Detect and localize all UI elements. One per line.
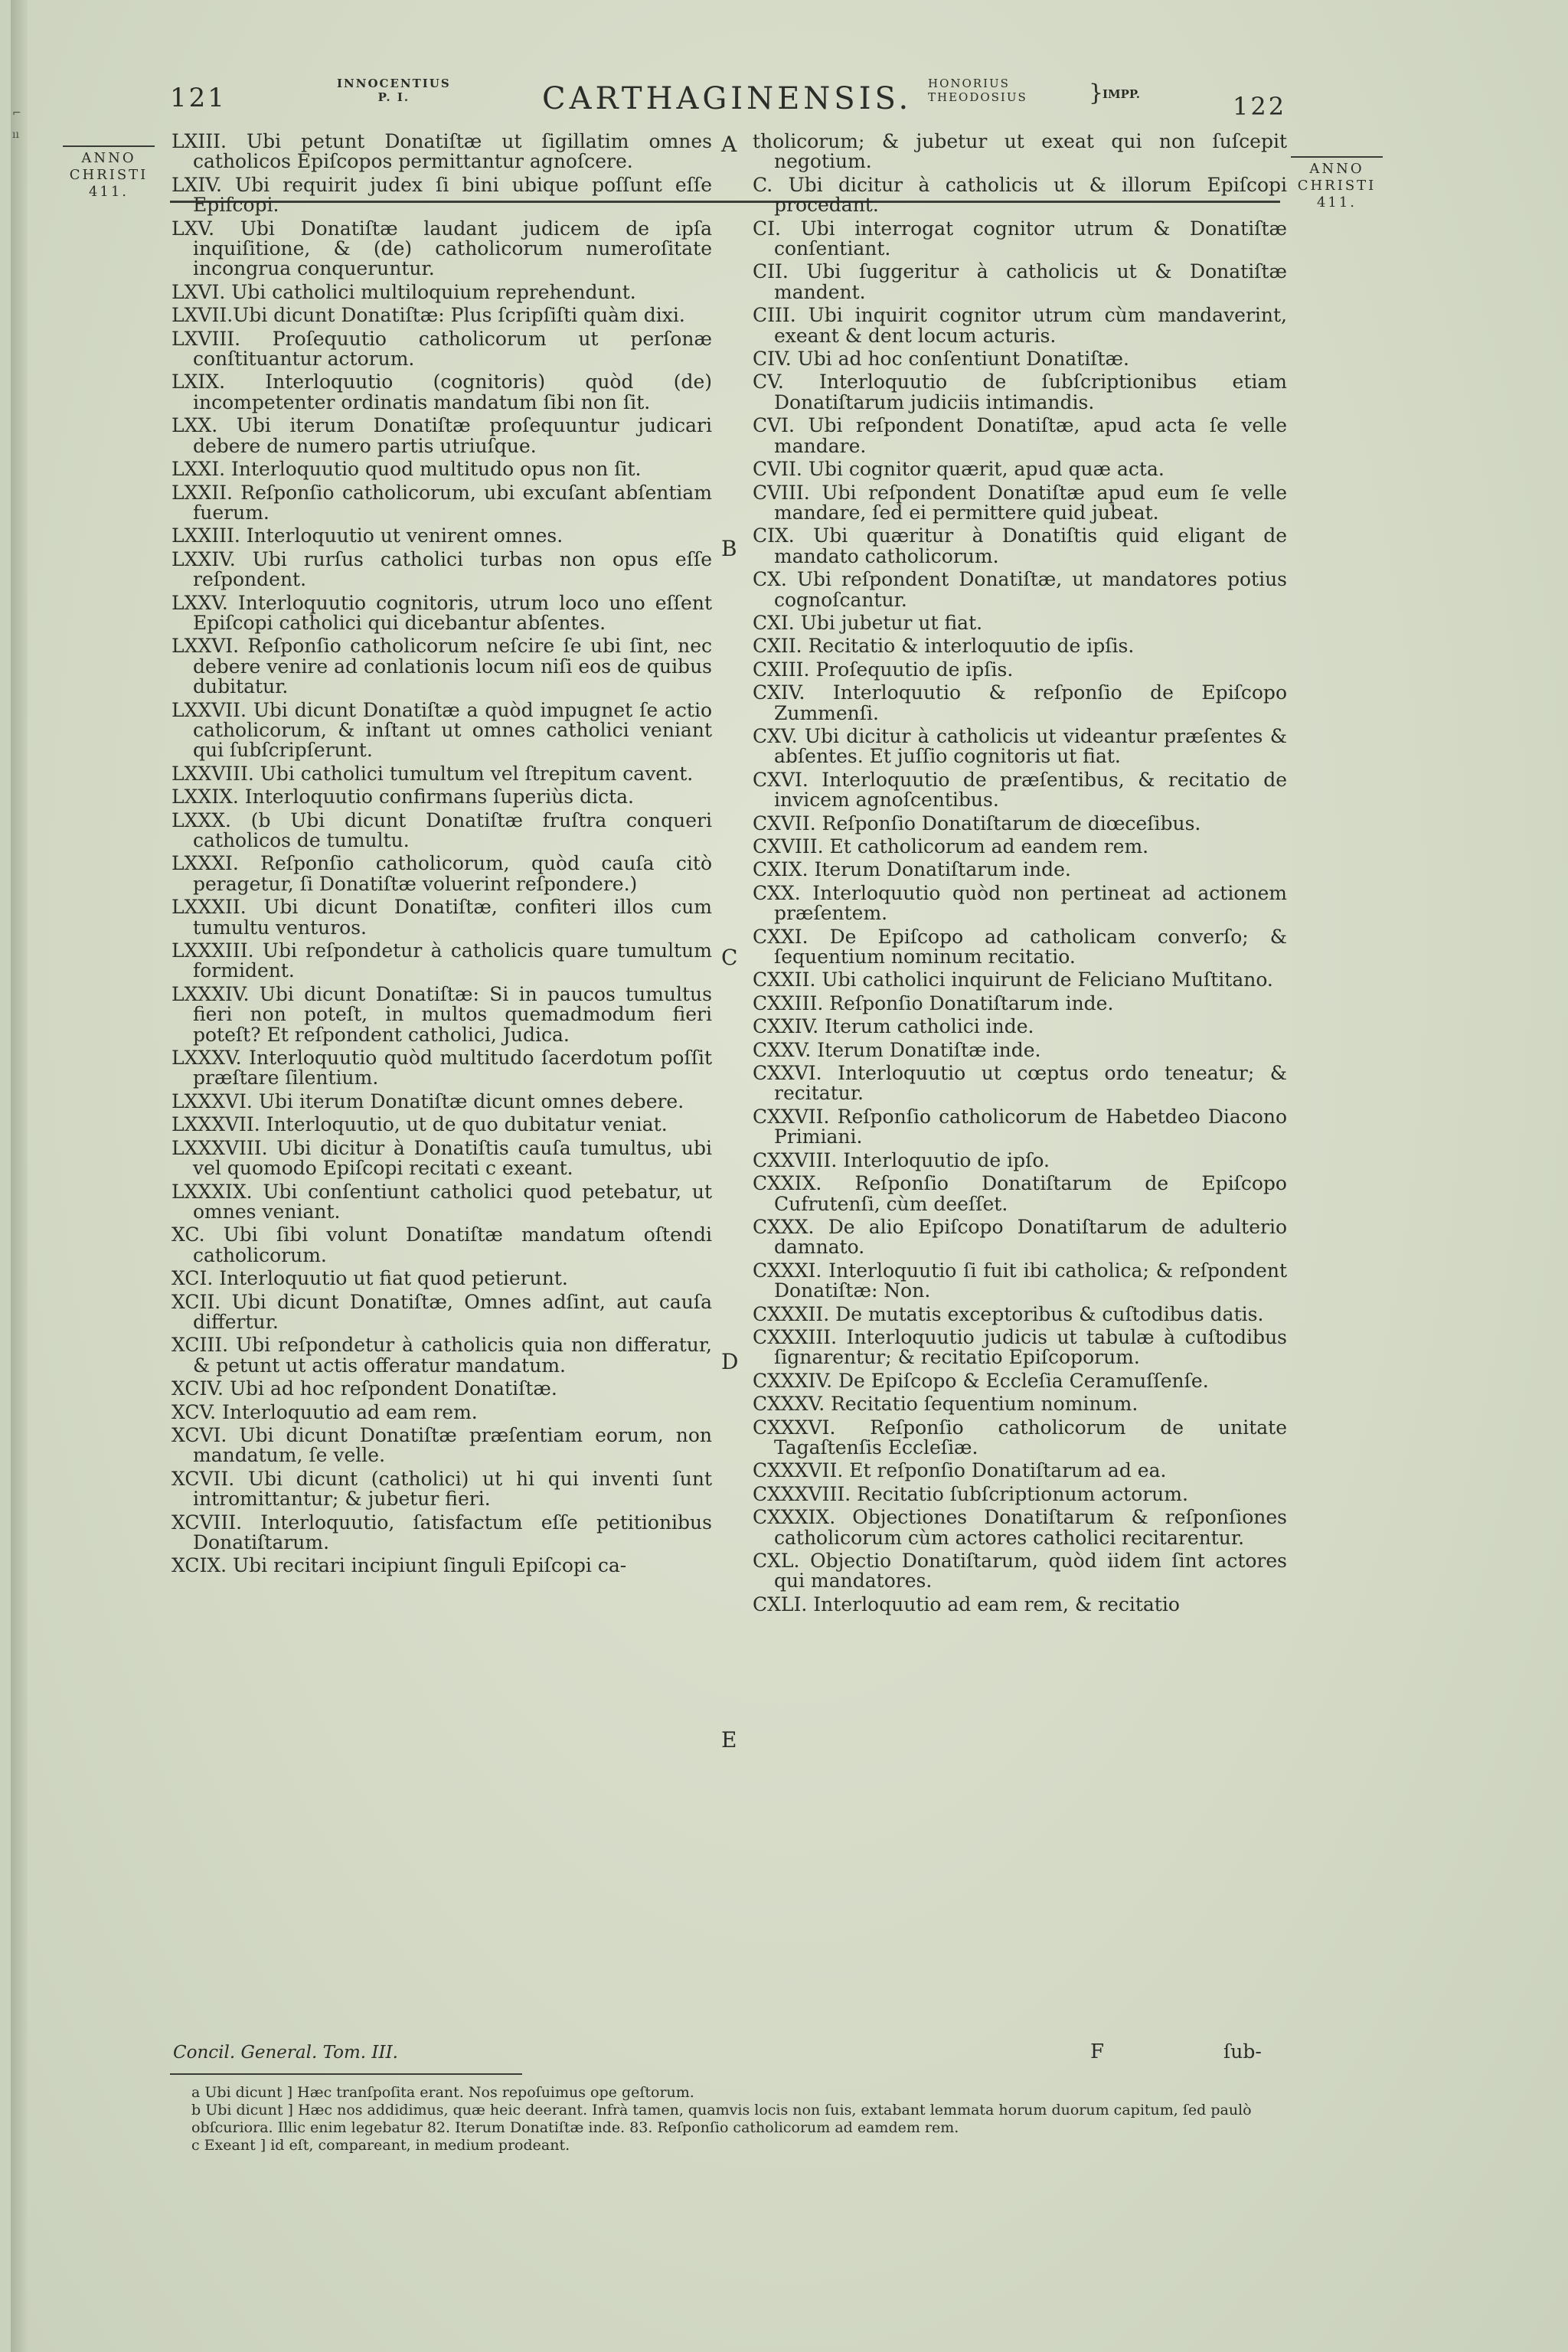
chapter-entry: CIV. Ubi ad hoc conſentiunt Donatiſtæ.	[753, 348, 1129, 371]
chapter-entry: LXXXI. Reſponſio catholicorum, quòd cauſa citò peragetur, ſi Donatiſtæ voluerint reſpondere.)	[172, 852, 712, 895]
chapter-entry: LXXXVII. Interloquutio, ut de quo dubitatur veniat.	[172, 1113, 668, 1136]
footnotes	[191, 2084, 1279, 2154]
chapter-entry: CXXXIV. De Epiſcopo & Eccleſia Ceramuſſenſe.	[753, 1369, 1209, 1392]
chapter-entry: CXIV. Interloquutio & reſponſio de Epiſcopo Zummenſi.	[753, 681, 1287, 724]
chapter-entry: CXIII. Proſequutio de ipſis.	[753, 658, 1014, 681]
chapter-entry: CXXXV. Recitatio ſequentium nominum.	[753, 1393, 1138, 1416]
chapter-entry: LXXXII. Ubi dicunt Donatiſtæ, confiteri illos cum tumultu venturos.	[172, 896, 712, 939]
emperor-1: HONORIUS	[928, 77, 1010, 90]
chapter-entry: XCIV. Ubi ad hoc reſpondent Donatiſtæ.	[172, 1377, 557, 1400]
chapter-entry: LXIII. Ubi petunt Donatiſtæ ut ſigillatim omnes catholicos Epiſcopos permittantur agnoſcere.	[172, 130, 712, 173]
chapter-entry: C. Ubi dicitur à catholicis ut & illorum Epiſcopi procedant.	[753, 173, 1287, 217]
pope-number: P. I.	[377, 90, 410, 104]
chapter-entry: LXXVII. Ubi dicunt Donatiſtæ a quòd impugnet ſe actio catholicorum, & inſtant ut omnes catholici veniant qui ſubſcripſerunt.	[172, 698, 712, 762]
chapter-entry: XCVI. Ubi dicunt Donatiſtæ præſentiam eorum, non mandatum, ſe velle.	[172, 1423, 712, 1467]
chapter-entry: CIX. Ubi quæritur à Donatiſtis quid eligant de mandato catholicorum.	[753, 524, 1287, 567]
margin-letter: A	[721, 132, 737, 157]
margin-letter: E	[721, 1727, 737, 1753]
chapter-entry: CX. Ubi reſpondent Donatiſtæ, ut mandatores potius cognoſcantur.	[753, 568, 1287, 611]
emperor-2: THEODOSIUS	[928, 90, 1027, 104]
chapter-entry: CXV. Ubi dicitur à catholicis ut videantur præſentes & abſentes. Et juſſio cognitoris ut fiat.	[753, 724, 1287, 768]
chapter-entry: XCV. Interloquutio ad eam rem.	[172, 1400, 478, 1423]
chapter-entry: XCI. Interloquutio ut fiat quod petierunt.	[172, 1267, 568, 1290]
chapter-entry: CXXIV. Iterum catholici inde.	[753, 1015, 1034, 1038]
chapter-entry: CXXIII. Reſponſio Donatiſtarum inde.	[753, 991, 1114, 1014]
chapter-entry: LXXXIV. Ubi dicunt Donatiſtæ: Si in paucos tumultus fieri non poteſt, in multos quemadmodum fieri poteſt? Et reſpondent catholici, Judica.	[172, 982, 712, 1046]
anno-christi-left	[63, 145, 155, 201]
page-number-left: 121	[170, 83, 227, 113]
left-column	[172, 132, 712, 1579]
chapter-entry: CI. Ubi interrogat cognitor utrum & Donatiſtæ conſentiant.	[753, 217, 1287, 260]
chapter-entry: LXXIII. Interloquutio ut venirent omnes.	[172, 524, 564, 547]
anno-word: ANNO	[1309, 161, 1364, 177]
page-number-right: 122	[1233, 92, 1287, 121]
chapter-entry: XCIII. Ubi reſpondetur à catholicis quia non differatur, & petunt ut actis offeratur mandatum.	[172, 1334, 712, 1377]
chapter-entry: LXXIV. Ubi rurſus catholici turbas non opus eſſe reſpondent.	[172, 547, 712, 591]
chapter-entry: CV. Interloquutio de ſubſcriptionibus etiam Donatiſtarum judiciis intimandis.	[753, 371, 1287, 413]
chapter-entry: CXXV. Iterum Donatiſtæ inde.	[753, 1038, 1041, 1061]
chapter-entry: XC. Ubi ſibi volunt Donatiſtæ mandatum oſtendi catholicorum.	[172, 1223, 712, 1266]
page-title: CARTHAGINENSIS.	[542, 81, 913, 116]
chapter-entry: LXXX. (b Ubi dicunt Donatiſtæ fruſtra conqueri catholicos de tumultu.	[172, 808, 712, 851]
footnote: a Ubi dicunt ] Hæc tranſpoſita erant. Nos repoſuimus ope geſtorum.	[191, 2084, 694, 2101]
chapter-entry: LXXI. Interloquutio quod multitudo opus non ſit.	[172, 458, 642, 481]
chapter-entry: LXX. Ubi iterum Donatiſtæ proſequuntur judicari debere de numero partis utriuſque.	[172, 414, 712, 457]
chapter-entry: CXXXIII. Interloquutio judicis ut tabulæ à cuſtodibus ſignarentur; & recitatio Epiſcoporum.	[753, 1325, 1287, 1369]
chapter-entry: CXII. Recitatio & interloquutio de ipſis.	[753, 635, 1135, 658]
chapter-entry: tholicorum; & jubetur ut exeat qui non ſuſcepit negotium.	[753, 130, 1287, 173]
brace-icon: }	[1089, 80, 1104, 106]
christi-word: CHRISTI	[1297, 178, 1377, 194]
chapter-entry: CXXXII. De mutatis exceptoribus & cuſtodibus datis.	[753, 1302, 1264, 1325]
signature-letter: F	[1090, 2040, 1105, 2063]
chapter-entry: CXVIII. Et catholicorum ad eandem rem.	[753, 835, 1149, 858]
chapter-entry: CXL. Objectio Donatiſtarum, quòd iidem ſint actores qui mandatores.	[753, 1550, 1287, 1592]
chapter-entry: CXVII. Reſponſio Donatiſtarum de diœceſibus.	[753, 812, 1201, 835]
chapter-entry: CXXX. De alio Epiſcopo Donatiſtarum de adulterio damnato.	[753, 1215, 1287, 1259]
chapter-entry: LXIX. Interloquutio (cognitoris) quòd (de) incompetenter ordinatis mandatum ſibi non ſit.	[172, 371, 712, 413]
chapter-entry: CII. Ubi ſuggeritur à catholicis ut & Donatiſtæ mandent.	[753, 260, 1287, 303]
margin-letter: B	[721, 536, 737, 561]
chapter-entry: CXI. Ubi jubetur ut fiat.	[753, 611, 983, 634]
chapter-entry: CXIX. Iterum Donatiſtarum inde.	[753, 858, 1071, 881]
chapter-entry: CXXXI. Interloquutio ſi fuit ibi catholica; & reſpondent Donatiſtæ: Non.	[753, 1259, 1287, 1302]
chapter-entry: CXXI. De Epiſcopo ad catholicam converſo; & ſequentium nominum recitatio.	[753, 925, 1287, 969]
margin-letter: D	[721, 1349, 739, 1374]
chapter-entry: LXXXVI. Ubi iterum Donatiſtæ dicunt omnes debere.	[172, 1089, 684, 1112]
year: 411.	[1316, 194, 1357, 211]
chapter-entry: CXXXVII. Et reſponſio Donatiſtarum ad ea.	[753, 1459, 1167, 1482]
footnote: c Exeant ] id eſt, compareant, in medium prodeant.	[191, 2137, 570, 2154]
footnote: b Ubi dicunt ] Hæc nos addidimus, quæ heic deerant. Infrà tamen, quamvis locis non ſuis, extabant lemmata horum duorum capitum, ſed paulò obſcuriora. Illic enim legebatur 82. Iterum Donatiſtæ inde. 83. Reſponſio catholicorum ad eamdem rem.	[191, 2102, 1252, 2136]
chapter-entry: LXXXIX. Ubi conſentiunt catholici quod petebatur, ut omnes veniant.	[172, 1180, 712, 1223]
running-header	[0, 77, 1568, 130]
chapter-entry: LXXIX. Interloquutio confirmans ſuperiùs dicta.	[172, 786, 634, 808]
chapter-entry: CXVI. Interloquutio de præſentibus, & recitatio de invicem agnoſcentibus.	[753, 768, 1287, 812]
chapter-entry: XCIX. Ubi recitari incipiunt ſinguli Epiſcopi ca-	[172, 1554, 627, 1577]
chapter-entry: LXVIII. Proſequutio catholicorum ut perſonæ conſtituantur actorum.	[172, 327, 712, 371]
chapter-entry: CXXVII. Reſponſio catholicorum de Habetdeo Diacono Primiani.	[753, 1105, 1287, 1148]
chapter-entry: CXXXVI. Reſponſio catholicorum de unitate Tagaſtenſis Eccleſiæ.	[753, 1416, 1287, 1459]
emperors-label	[928, 77, 1027, 104]
gutter-mark: ⌐	[12, 107, 21, 119]
chapter-entry: LXV. Ubi Donatiſtæ laudant judicem de ipſa inquiſitione, & (de) catholicorum numeroſitate incongrua conqueruntur.	[172, 217, 712, 280]
margin-letter: C	[721, 945, 738, 970]
year: 411.	[88, 184, 129, 200]
anno-christi-right	[1291, 156, 1383, 211]
right-column	[753, 132, 1287, 1618]
chapter-entry: LXIV. Ubi requirit judex ſi bini ubique poſſunt eſſe Epiſcopi.	[172, 173, 712, 217]
chapter-entry: CIII. Ubi inquirit cognitor utrum cùm mandaverint, exeant & dent locum acturis.	[753, 304, 1287, 347]
chapter-entry: CXXIX. Reſponſio Donatiſtarum de Epiſcopo Cufrutenſi, cùm deeſſet.	[753, 1172, 1287, 1215]
footnote-rule	[170, 2073, 522, 2075]
chapter-entry: CVI. Ubi reſpondent Donatiſtæ, apud acta ſe velle mandare.	[753, 414, 1287, 457]
pope-name: INNOCENTIUS	[337, 77, 451, 90]
catchword: ſub-	[1223, 2040, 1262, 2063]
chapter-entry: LXXXVIII. Ubi dicitur à Donatiſtis cauſa tumultus, ubi vel quomodo Epiſcopi recitati c exeant.	[172, 1136, 712, 1180]
chapter-entry: XCII. Ubi dicunt Donatiſtæ, Omnes adſint, aut cauſa differtur.	[172, 1290, 712, 1333]
chapter-entry: LXXVI. Reſponſio catholicorum neſcire ſe ubi ſint, nec debere venire ad conlationis locum niſi eos de quibus dubitatur.	[172, 635, 712, 698]
chapter-entry: LXVI. Ubi catholici multiloquium reprehendunt.	[172, 280, 636, 303]
chapter-entry: CXXII. Ubi catholici inquirunt de Feliciano Muſtitano.	[753, 969, 1273, 991]
chapter-entry: CVII. Ubi cognitor quærit, apud quæ acta.	[753, 458, 1165, 481]
chapter-entry: CXXVI. Interloquutio ut cœptus ordo teneatur; & recitatur.	[753, 1062, 1287, 1105]
chapter-entry: LXXXV. Interloquutio quòd multitudo ſacerdotum poſſit præſtare ſilentium.	[172, 1047, 712, 1089]
gutter-mark: ıı	[12, 129, 19, 141]
anno-word: ANNO	[81, 150, 136, 166]
chapter-entry: LXXVIII. Ubi catholici tumultum vel ſtrepitum cavent.	[172, 762, 694, 785]
signature-line: Concil. General. Tom. III.	[173, 2043, 398, 2063]
chapter-entry: CXLI. Interloquutio ad eam rem, & recitatio	[753, 1592, 1180, 1615]
chapter-entry: LXXXIII. Ubi reſpondetur à catholicis quare tumultum formident.	[172, 939, 712, 982]
chapter-entry: LXXV. Interloquutio cognitoris, utrum loco uno eſſent Epiſcopi catholici qui dicebantur abſentes.	[172, 591, 712, 634]
christi-word: CHRISTI	[69, 167, 149, 183]
chapter-entry: LXXII. Reſponſio catholicorum, ubi excuſant abſentiam fuerum.	[172, 481, 712, 524]
chapter-entry: XCVIII. Interloquutio, ſatisfactum eſſe petitionibus Donatiſtarum.	[172, 1511, 712, 1553]
chapter-entry: CXXXVIII. Recitatio ſubſcriptionum actorum.	[753, 1482, 1188, 1505]
pope-label	[337, 77, 451, 104]
chapter-entry: XCVII. Ubi dicunt (catholici) ut hi qui inventi ſunt intromittantur; & jubetur fieri.	[172, 1467, 712, 1511]
binding-gutter	[11, 0, 28, 2352]
chapter-entry: CVIII. Ubi reſpondent Donatiſtæ apud eum ſe velle mandare, ſed ei permittere quid jubeat.	[753, 481, 1287, 524]
emperors-title: IMPP.	[1102, 87, 1140, 101]
chapter-entry: CXXVIII. Interloquutio de ipſo.	[753, 1148, 1050, 1171]
chapter-entry: CXX. Interloquutio quòd non pertineat ad actionem præſentem.	[753, 881, 1287, 925]
chapter-entry: LXVII.Ubi dicunt Donatiſtæ: Plus ſcripſiſti quàm dixi.	[172, 304, 685, 327]
chapter-entry: CXXXIX. Objectiones Donatiſtarum & reſponſiones catholicorum cùm actores catholici recitarentur.	[753, 1506, 1287, 1549]
